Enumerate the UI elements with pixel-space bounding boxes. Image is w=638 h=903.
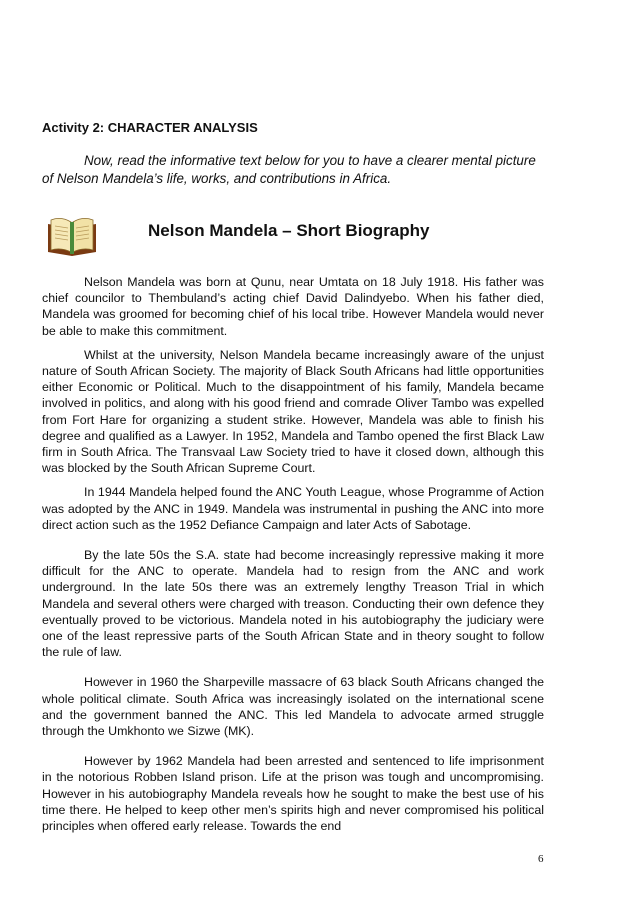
biography-title: Nelson Mandela – Short Biography	[148, 221, 430, 240]
biography-paragraph: By the late 50s the S.A. state had become increasingly repressive making it more difficult for the ANC to operate. Mandela had to resign from the ANC and work underground. In the late 50s there was an extremely lengthy Treason Trial in which Mandela and several others were charged with treason. Conducting their own defence they eventually proved to be victorious. Mandela noted in his autobiography the judiciary were one of the least repressive parts of the South African State and in theory sought to follow the rule of law.	[42, 548, 544, 660]
activity-heading: Activity 2: CHARACTER ANALYSIS	[42, 120, 258, 135]
biography-paragraph: In 1944 Mandela helped found the ANC Youth League, whose Programme of Action was adopted by the ANC in 1949. Mandela was instrumental in pushing the ANC into more direct action such as the 1952 Defiance Campaign and later Acts of Sabotage.	[42, 485, 544, 532]
biography-paragraph: However in 1960 the Sharpeville massacre of 63 black South Africans changed the whole political climate. South Africa was increasingly isolated on the international scene and the government banned the ANC. This led Mandela to advocate armed struggle through the Umkhonto we Sizwe (MK).	[42, 675, 544, 739]
biography-paragraph: Nelson Mandela was born at Qunu, near Umtata on 18 July 1918. His father was chief councilor to Thembuland’s acting chief David Dalindyebo. When his father died, Mandela was groomed for becoming chief of his local tribe. However Mandela would never be able to make this commitment.	[42, 275, 544, 338]
biography-body	[42, 274, 544, 834]
intro-instruction: Now, read the informative text below for you to have a clearer mental picture of Nelson Mandela’s life, works, and contributions in Africa.	[42, 153, 536, 186]
page-number: 6	[538, 853, 544, 865]
biography-paragraph: Whilst at the university, Nelson Mandela became increasingly aware of the unjust nature of South African Society. The majority of Black South Africans had little opportunities either Economic or Political. Much to the disappointment of his family, Mandela became involved in politics, and along with his good friend and comrade Oliver Tambo was expelled from Fort Hare for organizing a student strike. However, Mandela was able to finish his degree and qualified as a Lawyer. In 1952, Mandela and Tambo opened the first Black Law firm in South Africa. The Transvaal Law Society tried to have it closed down, although this was blocked by the South African Supreme Court.	[42, 347, 544, 476]
biography-paragraph: However by 1962 Mandela had been arrested and sentenced to life imprisonment in the notorious Robben Island prison. Life at the prison was tough and uncompromising. However in his autobiography Mandela reveals how he sought to make the best use of his time there. He helped to keep other men’s spirits high and never compromised his political principles when offered early release. Towards the end	[42, 754, 544, 834]
open-book-icon	[46, 210, 98, 258]
